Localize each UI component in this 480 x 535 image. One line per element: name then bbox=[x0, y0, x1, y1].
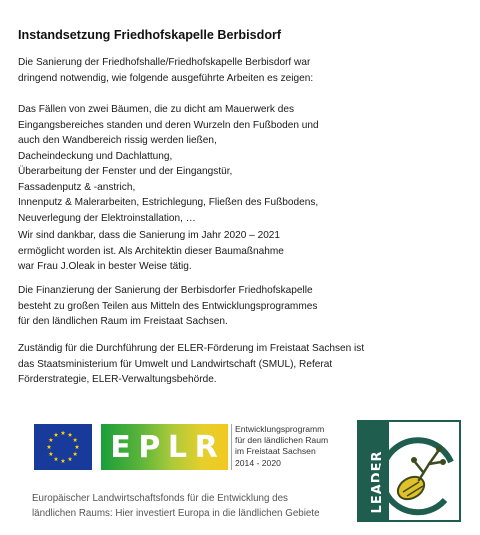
text-line: Eingangsbereiches standen und deren Wurzeln den Fußboden und bbox=[18, 119, 319, 131]
text-line: das Staatsministerium für Umwelt und Landwirtschaft (SMUL), Referat bbox=[18, 358, 333, 370]
intro-paragraph bbox=[18, 55, 313, 86]
text-line: war Frau J.Oleak in bester Weise tätig. bbox=[18, 261, 192, 272]
eu-star-icon bbox=[73, 438, 78, 442]
leader-text: LEADER bbox=[370, 450, 385, 514]
text-line: Wir sind dankbar, dass die Sanierung im Jahr 2020 – 2021 bbox=[18, 230, 281, 241]
text-line: Überarbeitung der Fenster und der Eingangstür, bbox=[18, 166, 233, 177]
eplr-program-text bbox=[235, 424, 328, 469]
eplr-letter: P bbox=[138, 429, 162, 465]
eplr-letter: E bbox=[110, 429, 132, 465]
eu-stars-icon bbox=[34, 424, 92, 470]
eu-fund-caption bbox=[32, 491, 320, 521]
text-line: Zuständig für die Durchführung der ELER-Förderung im Freistaat Sachsen ist bbox=[18, 343, 365, 354]
eu-star-icon bbox=[54, 432, 59, 436]
eu-flag-logo bbox=[34, 424, 92, 470]
page-title: Instandsetzung Friedhofskapelle Berbisdorf bbox=[18, 28, 282, 42]
eu-star-icon bbox=[54, 457, 59, 461]
eplr-letter: L bbox=[167, 429, 189, 465]
eu-star-icon bbox=[68, 432, 73, 436]
text-line: Die Sanierung der Friedhofshalle/Friedhofskapelle Berbisdorf war bbox=[18, 57, 311, 68]
eplr-text-line: Entwicklungsprogramm bbox=[235, 424, 325, 434]
caption-line: Europäischer Landwirtschaftsfonds für die Entwicklung des bbox=[32, 493, 288, 504]
eu-star-icon bbox=[47, 445, 52, 449]
text-line: Förderstrategie, ELER-Verwaltungsbehörde. bbox=[18, 374, 217, 385]
text-line: ermöglicht worden ist. Als Architektin dieser Baumaßnahme bbox=[18, 245, 284, 257]
text-line: besteht zu großen Teilen aus Mitteln des Entwicklungsprogrammes bbox=[18, 300, 318, 312]
eu-star-icon bbox=[68, 457, 73, 461]
eplr-text-line: 2014 - 2020 bbox=[235, 457, 281, 468]
works-paragraph bbox=[18, 102, 319, 226]
thanks-paragraph bbox=[18, 228, 284, 275]
eu-star-icon bbox=[49, 452, 54, 456]
text-line: für den ländlichen Raum im Freistaat Sachsen. bbox=[18, 316, 228, 327]
text-line: dringend notwendig, wie folgende ausgeführte Arbeiten es zeigen: bbox=[18, 72, 314, 84]
text-line: Innenputz & Malerarbeiten, Estrichlegung, Fließen des Fußbodens, bbox=[18, 197, 319, 208]
leader-logo bbox=[357, 420, 461, 522]
eplr-divider bbox=[231, 424, 232, 470]
eu-star-icon bbox=[61, 431, 66, 435]
text-line: Das Fällen von zwei Bäumen, die zu dicht am Mauerwerk des bbox=[18, 104, 295, 115]
responsibility-paragraph bbox=[18, 341, 364, 388]
text-line: auch den Wandbereich rissig werden ließen, bbox=[18, 135, 217, 146]
text-line: Die Finanzierung der Sanierung der Berbisdorfer Friedhofskapelle bbox=[18, 285, 313, 296]
eu-star-icon bbox=[49, 438, 54, 442]
leader-emblem-icon bbox=[359, 422, 459, 520]
eu-star-icon bbox=[73, 452, 78, 456]
financing-paragraph bbox=[18, 283, 317, 330]
eplr-logo bbox=[101, 424, 228, 470]
text-line: Dacheindeckung und Dachlattung, bbox=[18, 150, 173, 162]
eplr-text-line: im Freistaat Sachsen bbox=[235, 446, 316, 457]
eplr-text-line: für den ländlichen Raum bbox=[235, 435, 329, 446]
caption-line: ländlichen Raums: Hier investiert Europa in die ländlichen Gebiete bbox=[32, 508, 320, 519]
eplr-letter: R bbox=[194, 429, 219, 465]
eu-star-icon bbox=[61, 459, 66, 463]
text-line: Fassadenputz & -anstrich, bbox=[18, 181, 136, 193]
text-line: Neuverlegung der Elektroinstallation, … bbox=[18, 212, 196, 224]
eu-star-icon bbox=[75, 445, 80, 449]
